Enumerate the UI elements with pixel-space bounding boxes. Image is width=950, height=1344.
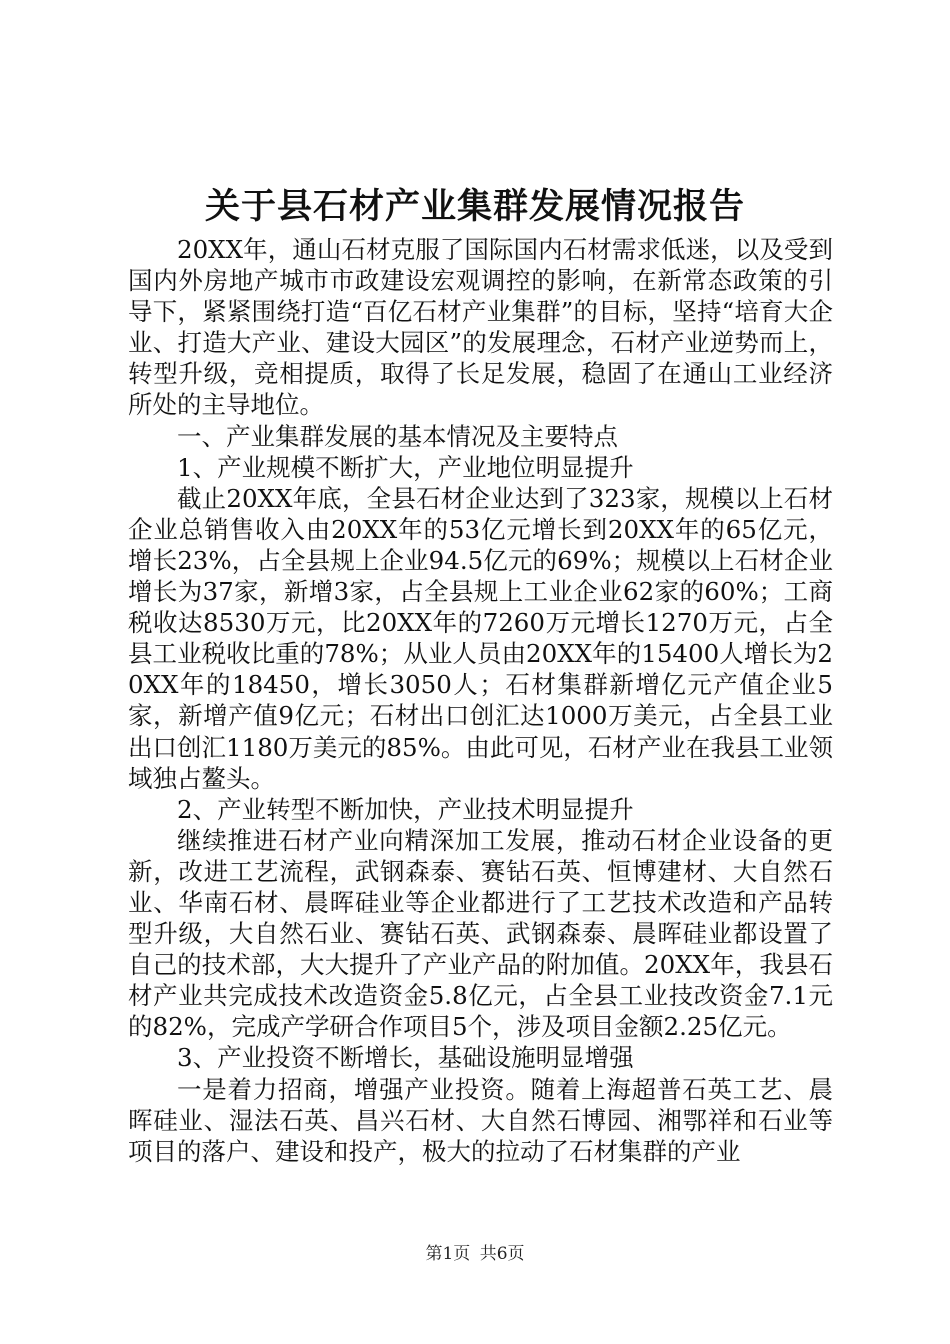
page-number: 第1页 [425, 1244, 471, 1264]
subheading-1: 1、产业规模不断扩大，产业地位明显提升 [177, 452, 634, 482]
document-title: 关于县石材产业集群发展情况报告 [204, 186, 745, 227]
page-footer [0, 1242, 950, 1266]
paragraph-investment: 一是着力招商，增强产业投资。随着上海超普石英工艺、晨晖硅业、湿法石英、昌兴石材、大自然石博园、湘鄂祥和石业等项目的落户、建设和投产，极大的拉动了石材集群的产业 [128, 1074, 833, 1166]
subheading-2: 2、产业转型不断加快，产业技术明显提升 [177, 794, 634, 824]
paragraph-scale: 截止20XX年底，全县石材企业达到了323家，规模以上石材企业总销售收入由20XX年的53亿元增长到20XX年的65亿元，增长23%，占全县规上企业94.5亿元的69%；规模以上石材企业增长为37家，新增3家，占全县规上工业企业62家的60%；工商税收达8530万元，比20XX年的7260万元增长1270万元，占全县工业税收比重的78%；从业人员由20XX年的15400人增长为20XX年的18450，增长3050人；石材集群新增亿元产值企业5家，新增产值9亿元；石材出口创汇达1000万美元，占全县工业出口创汇1180万美元的85%。由此可见，石材产业在我县工业领域独占鳌头。 [128, 483, 833, 793]
section-heading-1: 一、产业集群发展的基本情况及主要特点 [177, 421, 618, 451]
paragraph-transformation: 继续推进石材产业向精深加工发展，推动石材企业设备的更新，改进工艺流程，武钢森泰、赛钻石英、恒博建材、大自然石业、华南石材、晨晖硅业等企业都进行了工艺技术改造和产品转型升级，大自然石业、赛钻石英、武钢森泰、晨晖硅业都设置了自己的技术部，大大提升了产业产品的附加值。20XX年，我县石材产业共完成技术改造资金5.8亿元，占全县工业技改资金7.1元的82%，完成产学研合作项目5个，涉及项目金额2.25亿元。 [128, 825, 833, 1042]
subheading-3: 3、产业投资不断增长，基础设施明显增强 [177, 1043, 634, 1073]
page-total: 共6页 [479, 1244, 525, 1264]
paragraph-intro: 20XX年，通山石材克服了国际国内石材需求低迷，以及受到国内外房地产城市市政建设宏观调控的影响，在新常态政策的引导下，紧紧围绕打造“百亿石材产业集群”的目标，坚持“培育大企业、打造大产业、建设大园区”的发展理念，石材产业逆势而上，转型升级，竞相提质，取得了长足发展，稳固了在通山工业经济所处的主导地位。 [128, 235, 833, 420]
document-body [128, 234, 833, 1167]
